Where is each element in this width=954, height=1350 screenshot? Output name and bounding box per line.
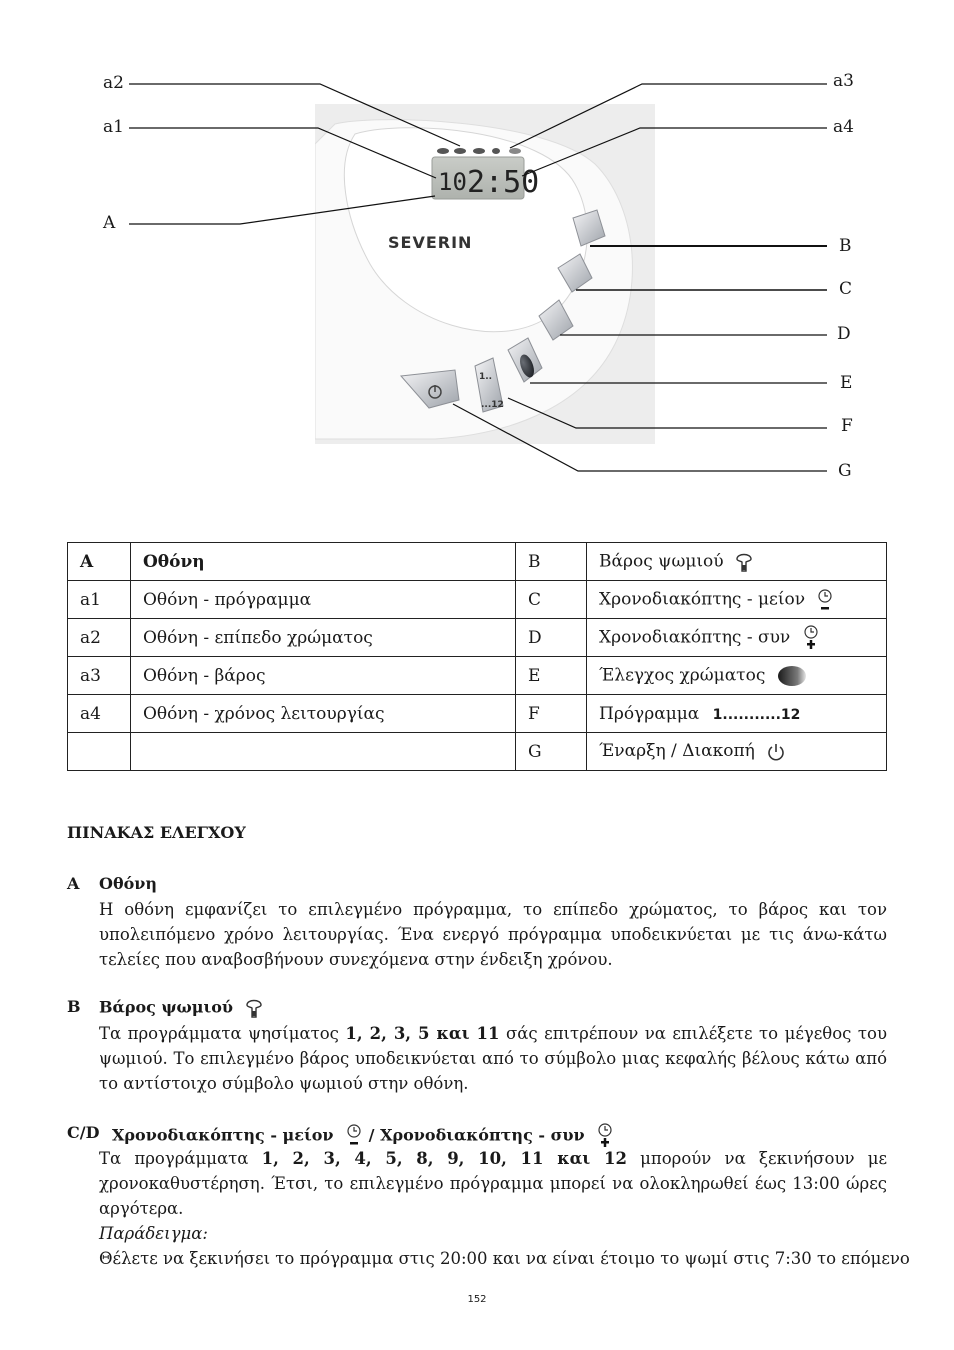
row-key: F [516,695,587,733]
sectionB-title: Βάρος ψωμιού [99,997,233,1017]
section-title: ΠΙΝΑΚΑΣ ΕΛΕΓΧΟΥ [67,823,246,842]
table-row [68,543,887,581]
control-panel-diagram [0,0,954,500]
sectionA-title: Οθόνη [99,874,158,893]
sectionCD-text: Τα προγράμματα 1, 2, 3, 4, 5, 8, 9, 10, 11 και 12 μπορούν να ξεκινήσουν με χρονοκαθυστέρηση. Έτσι, το επιλεγμένο πρόγραμμα μπορεί να ολοκληρωθεί έως 13:00 ώρες αργότερα. [99,1149,887,1218]
row-value: Έλεγχος χρώματος [599,665,766,685]
lcd-time: 2:50 [467,165,540,200]
program-range: 1...........12 [712,706,801,723]
bread-weight-icon [735,551,753,573]
label-G: G [838,461,852,481]
row-key: a2 [68,619,131,657]
leader-lines [0,0,954,500]
row-value-cell [587,733,887,771]
label-a1: a1 [103,117,124,137]
brand-logo: SEVERIN [388,233,473,252]
row-value: Χρονοδιακόπτης - συν [599,627,791,647]
row-value: Οθόνη [131,543,516,581]
sectionCD-key: C/D [67,1123,100,1142]
row-value-cell [587,581,887,619]
row-key: G [516,733,587,771]
label-E: E [840,373,853,393]
row-value: Οθόνη - χρόνος λειτουργίας [131,695,516,733]
row-value: Οθόνη - βάρος [131,657,516,695]
timer-plus-icon [802,625,820,651]
timer-minus-icon [816,588,834,612]
row-value: Οθόνη - επίπεδο χρώματος [131,619,516,657]
label-a3: a3 [833,71,854,91]
row-value: Οθόνη - πρόγραμμα [131,581,516,619]
row-value: Έναρξη / Διακοπή [599,741,755,762]
label-D: D [837,324,851,344]
label-F: F [841,416,853,436]
row-value: Βάρος ψωμιού [599,551,724,571]
table-row [68,581,887,619]
crust-color-icon [777,665,807,687]
row-key: D [516,619,587,657]
row-value-cell [587,619,887,657]
label-B: B [839,236,852,256]
sectionA-key: A [67,874,80,893]
sectionCD-separator: / [368,1125,375,1145]
sectionB-heading [99,997,263,1019]
row-key: A [68,543,131,581]
power-icon [766,742,786,762]
timer-minus-icon [345,1124,363,1148]
label-C: C [839,279,853,299]
row-key: a3 [68,657,131,695]
example-label: Παράδειγμα: [99,1224,208,1243]
table-row [68,695,887,733]
row-key: E [516,657,587,695]
sectionB-text: Τα προγράμματα ψησίματος 1, 2, 3, 5 και 11 σάς επιτρέπουν να επιλέξετε το μέγεθος του ψωμιού. Το επιλεγμένο βάρος υποδεικνύεται από το σύμβολο μιας κεφαλής βέλους κάτω από το αντίστοιχο σύμβολο ψωμιού στην οθόνη. [99,1024,887,1093]
table-row [68,733,887,771]
row-key [68,733,131,771]
row-value: Πρόγραμμα [599,703,700,724]
row-value [131,733,516,771]
bread-weight-icon [245,997,263,1019]
lcd-program: 10 [438,168,467,196]
row-value-cell [587,657,887,695]
table-row [68,657,887,695]
sectionB-key: B [67,997,81,1016]
example-text: Θέλετε να ξεκινήσει το πρόγραμμα στις 20:00 και να είναι έτοιμο το ψωμί στις 7:30 το επόμενο [99,1249,910,1268]
row-key: a1 [68,581,131,619]
svg-text:1..: 1.. [479,372,493,382]
sectionCD-title2: Χρονοδιακόπτης - συν [380,1125,585,1145]
row-key: a4 [68,695,131,733]
label-a4: a4 [833,117,854,137]
page-number: 152 [467,1294,487,1305]
sectionCD-title1: Χρονοδιακόπτης - μείον [112,1125,334,1145]
sectionA-text: Η οθόνη εμφανίζει το επιλεγμένο πρόγραμμα, το επίπεδο χρώματος, το βάρος και τον υπολειπόμενο χρόνο λειτουργίας. Ένα ενεργό πρόγραμμα υποδεικνύεται με τις άνω-κάτω τελείες που αναβοσβήνουν συνεχόμενα στην ένδειξη χρόνου. [99,900,887,969]
row-value: Χρονοδιακόπτης - μείον [599,589,806,609]
label-A: A [103,213,116,233]
row-value-cell [587,543,887,581]
legend-table [67,542,887,771]
row-key: C [516,581,587,619]
label-a2: a2 [103,73,124,93]
svg-text:...12: ...12 [481,400,504,410]
table-row [68,619,887,657]
row-key: B [516,543,587,581]
row-value-cell [587,695,887,733]
